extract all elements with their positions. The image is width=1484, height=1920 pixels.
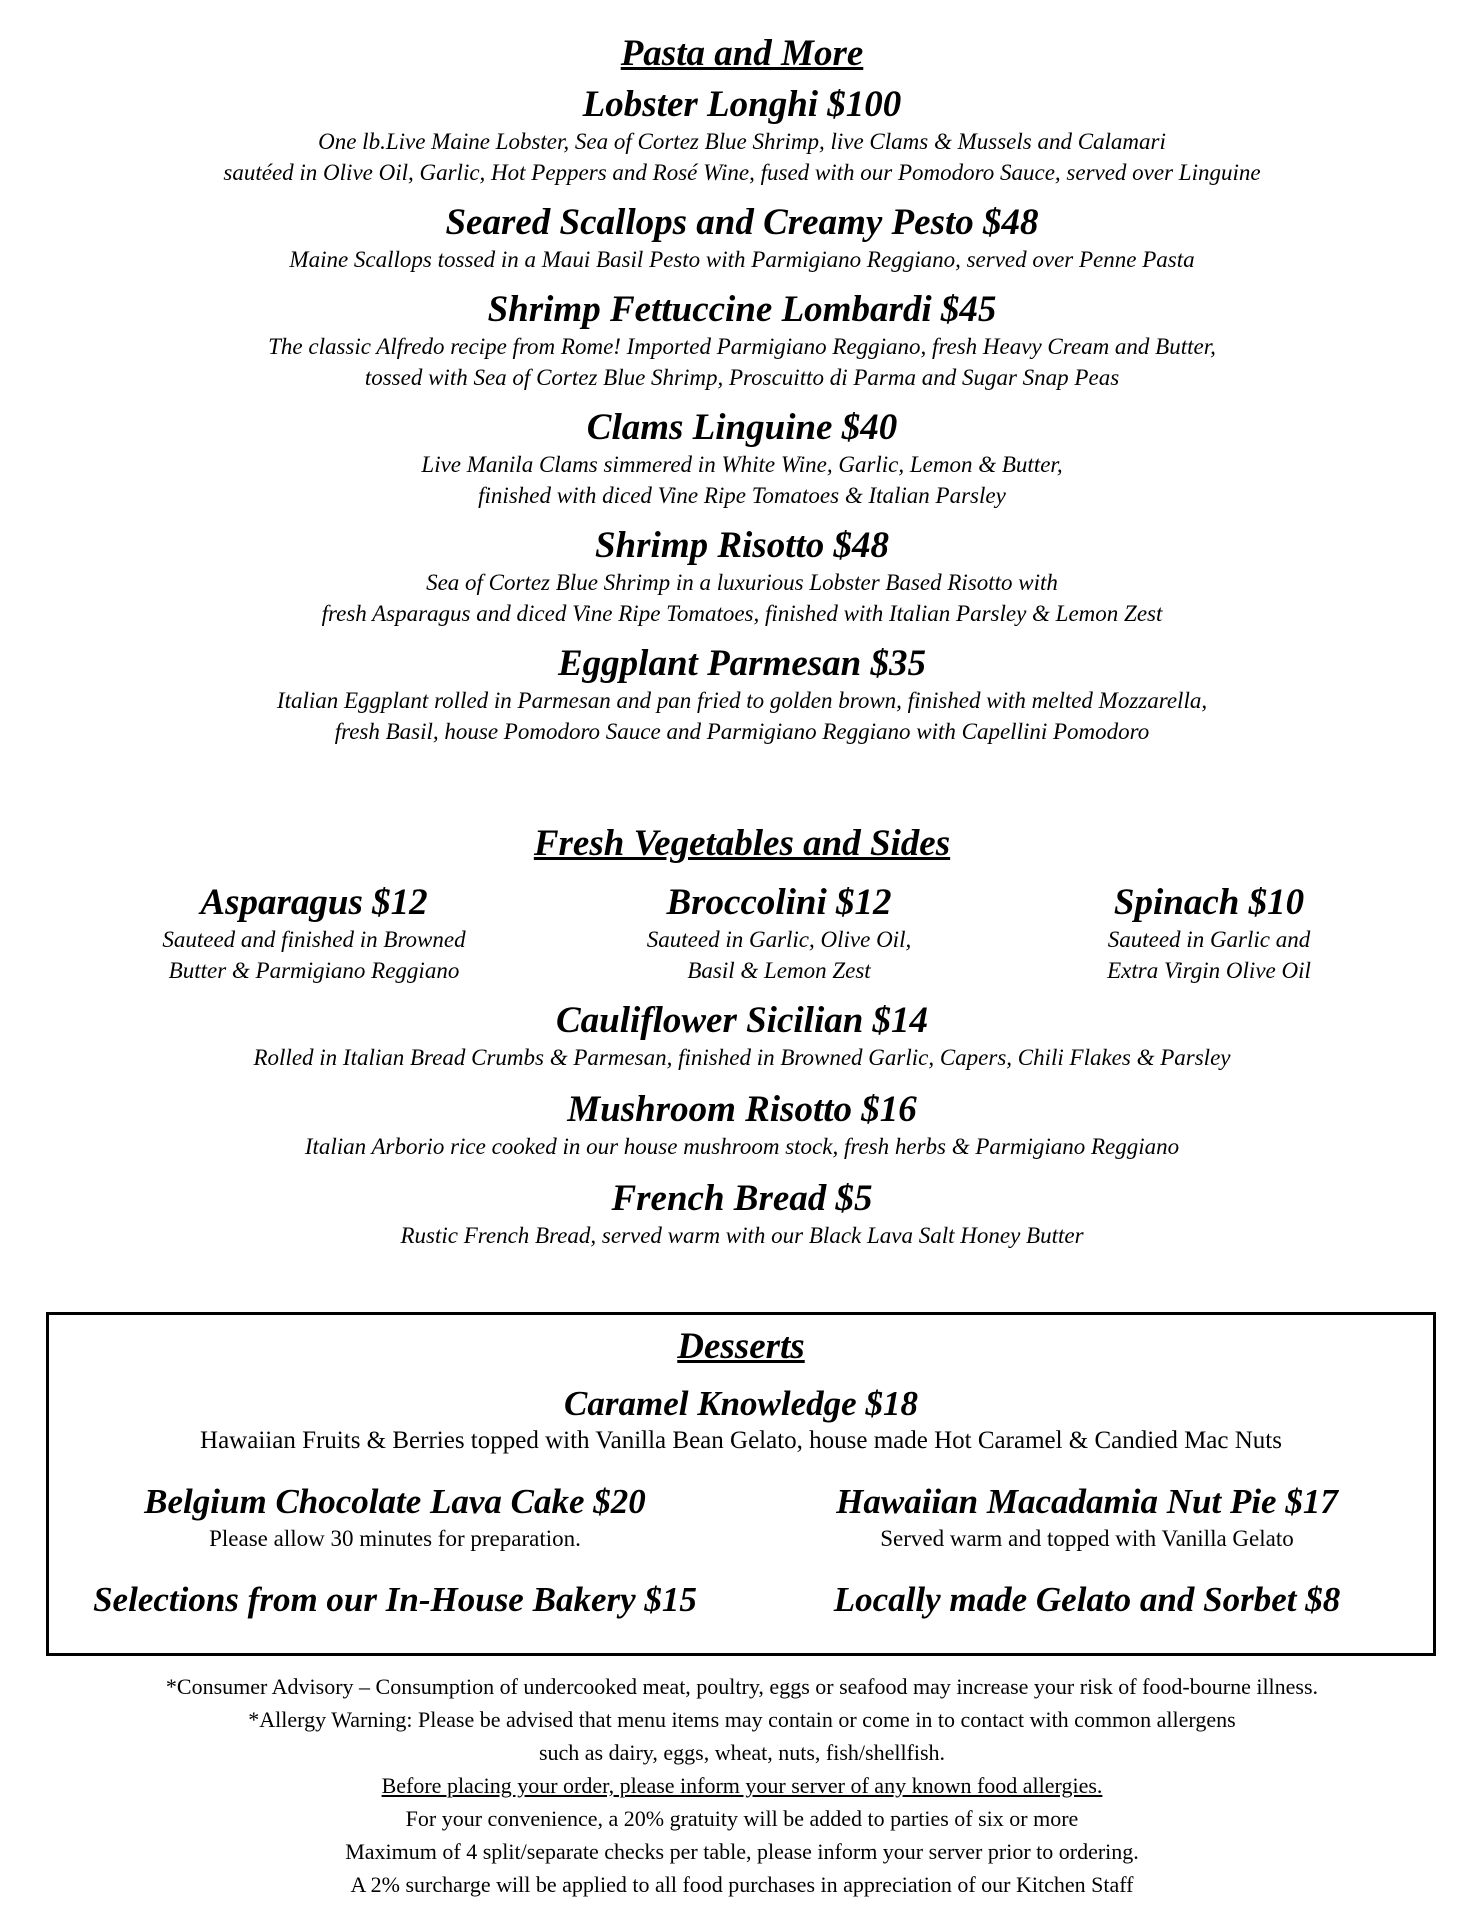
menu-item-desc: Italian Arborio rice cooked in our house mushroom stock, fresh herbs & Parmigiano Reggiano	[304, 1134, 1180, 1159]
menu-item-desc: Live Manila Clams simmered in White Wine, Garlic, Lemon & Butter,	[421, 452, 1063, 477]
side-item	[64, 882, 564, 986]
menu-item-title: Mushroom Risotto $16	[567, 1089, 917, 1130]
menu-item-title: Eggplant Parmesan $35	[558, 643, 926, 684]
menu-item-desc: Maine Scallops tossed in a Maui Basil Pesto with Parmigiano Reggiano, served over Penne Pasta	[289, 247, 1195, 272]
dessert-item	[49, 1481, 741, 1555]
menu-item-desc: The classic Alfredo recipe from Rome! Imported Parmigiano Reggiano, fresh Heavy Cream and Butter,	[268, 334, 1216, 359]
dessert-desc: Served warm and topped with Vanilla Gelato	[880, 1526, 1294, 1551]
section-heading-desserts: Desserts	[677, 1326, 805, 1367]
side-item-desc: Extra Virgin Olive Oil	[1107, 958, 1311, 983]
menu-item	[0, 202, 1484, 275]
menu-item-desc: finished with diced Vine Ripe Tomatoes & Italian Parsley	[478, 483, 1006, 508]
split-checks-notice: Maximum of 4 split/separate checks per table, please inform your server prior to ordering.	[345, 1839, 1139, 1864]
menu-item	[0, 1178, 1484, 1251]
menu-item	[0, 84, 1484, 188]
pasta-section	[0, 32, 1484, 747]
dessert-title: Locally made Gelato and Sorbet $8	[833, 1580, 1341, 1619]
allergy-notice: Before placing your order, please inform your server of any known food allergies.	[381, 1773, 1103, 1798]
desserts-box	[46, 1312, 1436, 1656]
side-item-desc: Butter & Parmigiano Reggiano	[168, 958, 460, 983]
menu-item	[0, 407, 1484, 511]
gratuity-notice: For your convenience, a 20% gratuity will be added to parties of six or more	[405, 1806, 1079, 1831]
side-item-desc: Basil & Lemon Zest	[687, 958, 871, 983]
dessert-row	[49, 1481, 1433, 1555]
sides-columns	[0, 882, 1484, 986]
dessert-feature	[49, 1383, 1433, 1457]
side-item-desc: Sauteed and finished in Browned	[162, 927, 466, 952]
menu-item-title: Shrimp Fettuccine Lombardi $45	[487, 289, 997, 330]
menu-item-desc: fresh Basil, house Pomodoro Sauce and Parmigiano Reggiano with Capellini Pomodoro	[334, 719, 1150, 744]
allergy-warning-cont: such as dairy, eggs, wheat, nuts, fish/shellfish.	[538, 1740, 946, 1765]
allergy-warning: *Allergy Warning: Please be advised that menu items may contain or come in to contact with common allergens	[248, 1707, 1236, 1732]
side-item-title: Broccolini $12	[666, 882, 892, 923]
menu-item	[0, 525, 1484, 629]
menu-item-desc: Sea of Cortez Blue Shrimp in a luxurious Lobster Based Risotto with	[426, 570, 1058, 595]
dessert-title: Belgium Chocolate Lava Cake $20	[144, 1482, 646, 1521]
menu-item-desc: One lb.Live Maine Lobster, Sea of Cortez Blue Shrimp, live Clams & Mussels and Calamari	[318, 129, 1166, 154]
side-item	[994, 882, 1424, 986]
menu-item	[0, 289, 1484, 393]
side-item-desc: Sauteed in Garlic and	[1107, 927, 1311, 952]
menu-item	[0, 643, 1484, 747]
dessert-item	[49, 1579, 741, 1621]
dessert-item	[741, 1579, 1433, 1621]
dessert-item	[741, 1481, 1433, 1555]
menu-item-title: Shrimp Risotto $48	[594, 525, 890, 566]
dessert-row	[49, 1579, 1433, 1621]
dessert-desc: Hawaiian Fruits & Berries topped with Vanilla Bean Gelato, house made Hot Caramel & Candied Mac Nuts	[200, 1427, 1282, 1454]
menu-item-desc: Rustic French Bread, served warm with our Black Lava Salt Honey Butter	[400, 1223, 1084, 1248]
menu-item-title: Lobster Longhi $100	[582, 84, 902, 125]
menu-item-title: Seared Scallops and Creamy Pesto $48	[445, 202, 1039, 243]
menu-item	[0, 1089, 1484, 1162]
menu-item-desc: fresh Asparagus and diced Vine Ripe Tomatoes, finished with Italian Parsley & Lemon Zest	[321, 601, 1163, 626]
side-item	[564, 882, 994, 986]
surcharge-notice: A 2% surcharge will be applied to all food purchases in appreciation of our Kitchen Staff	[350, 1872, 1134, 1897]
menu-item-title: Cauliflower Sicilian $14	[555, 1000, 929, 1041]
side-item-title: Spinach $10	[1113, 882, 1305, 923]
side-item-desc: Sauteed in Garlic, Olive Oil,	[646, 927, 912, 952]
menu-item-desc: Italian Eggplant rolled in Parmesan and pan fried to golden brown, finished with melted Mozzarella,	[276, 688, 1208, 713]
menu-item-title: French Bread $5	[611, 1178, 873, 1219]
dessert-title: Caramel Knowledge $18	[564, 1384, 918, 1423]
menu-item-desc: Rolled in Italian Bread Crumbs & Parmesan, finished in Browned Garlic, Capers, Chili Flakes & Parsley	[253, 1045, 1231, 1070]
sides-section	[0, 822, 1484, 1251]
menu-item-title: Clams Linguine $40	[586, 407, 898, 448]
section-heading-sides: Fresh Vegetables and Sides	[533, 823, 951, 864]
dessert-title: Selections from our In-House Bakery $15	[93, 1580, 697, 1619]
menu-item	[0, 1000, 1484, 1073]
dessert-desc: Please allow 30 minutes for preparation.	[209, 1526, 581, 1551]
side-item-title: Asparagus $12	[200, 882, 428, 923]
section-heading-pasta: Pasta and More	[620, 33, 864, 74]
menu-item-desc: sautéed in Olive Oil, Garlic, Hot Peppers and Rosé Wine, fused with our Pomodoro Sauce, served over Linguine	[223, 160, 1261, 185]
consumer-advisory: *Consumer Advisory – Consumption of undercooked meat, poultry, eggs or seafood may increase your risk of food-bourne illness.	[165, 1674, 1319, 1699]
footer-notices	[0, 1670, 1484, 1901]
dessert-title: Hawaiian Macadamia Nut Pie $17	[836, 1482, 1338, 1521]
menu-item-desc: tossed with Sea of Cortez Blue Shrimp, Proscuitto di Parma and Sugar Snap Peas	[364, 365, 1120, 390]
